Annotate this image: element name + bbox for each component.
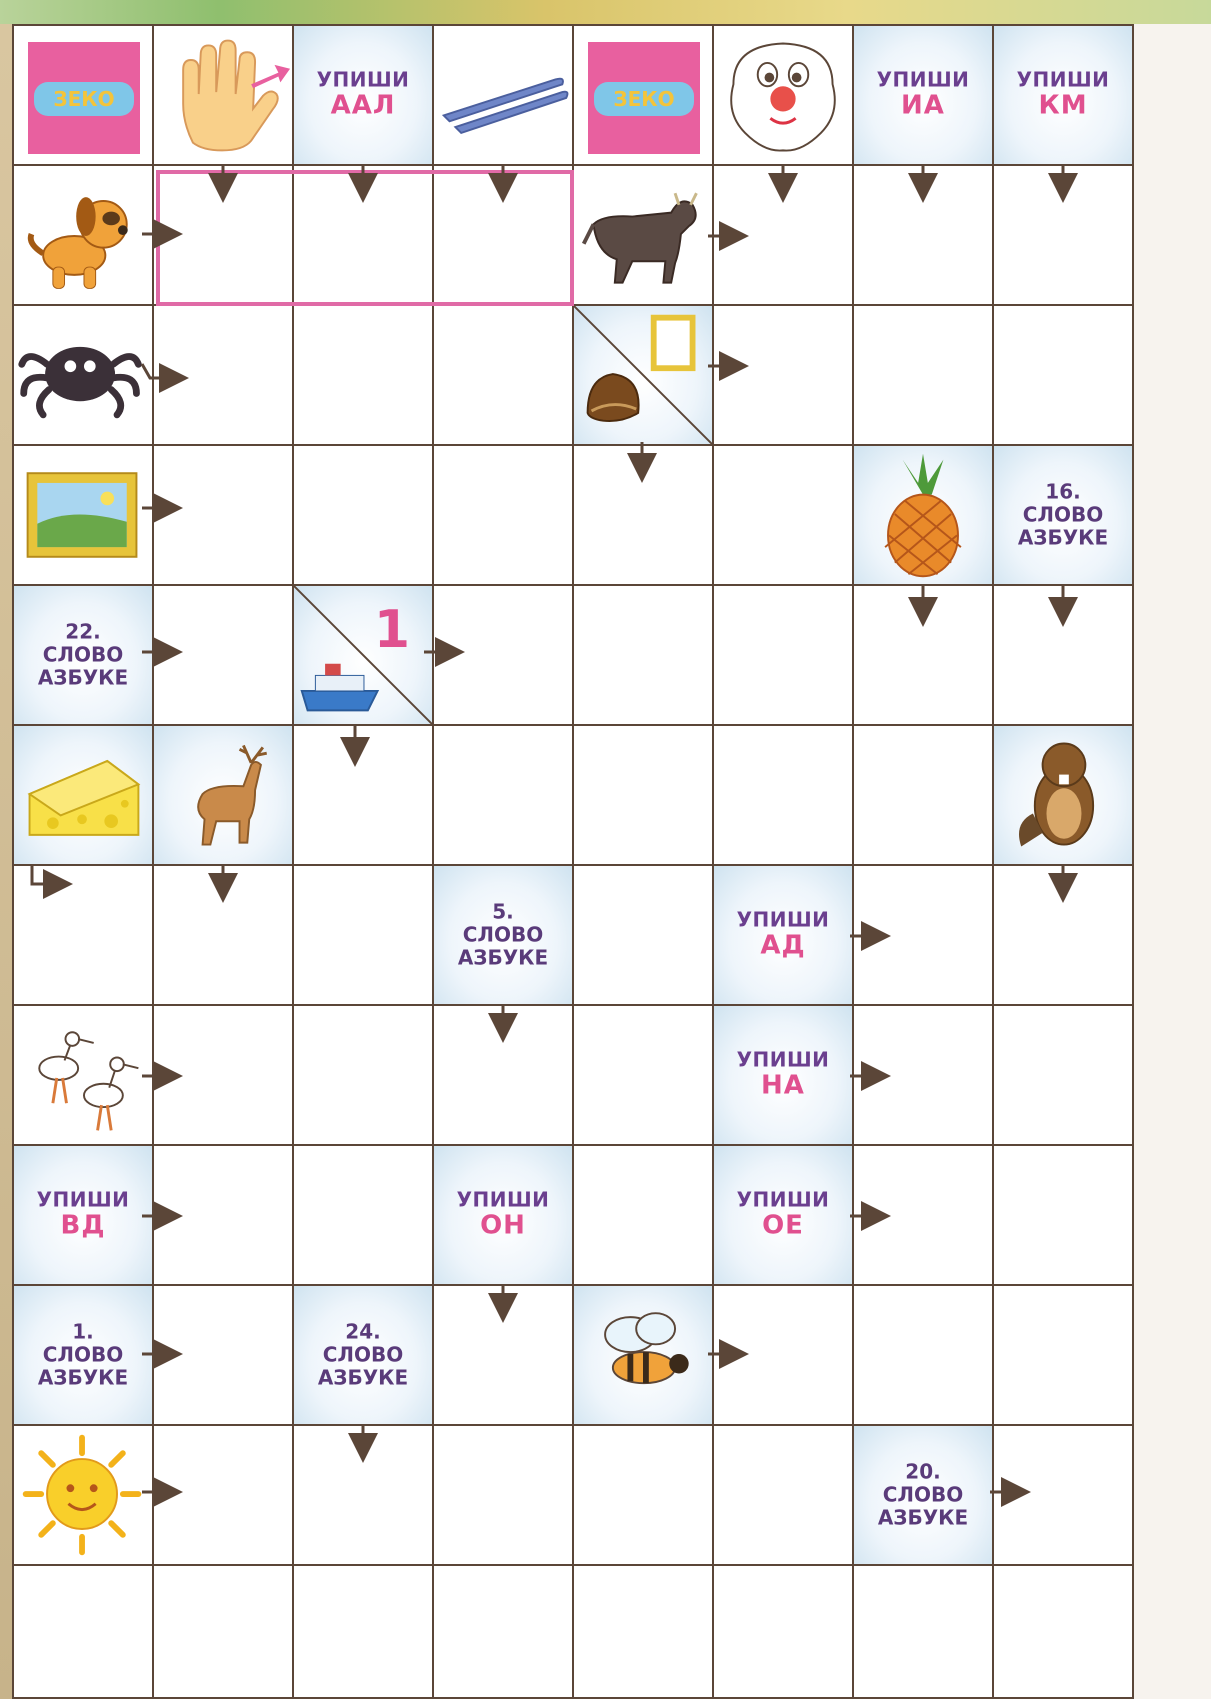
- answer-cell[interactable]: [852, 584, 994, 726]
- answer-cell[interactable]: [712, 1424, 854, 1566]
- clue-letters: АД: [760, 930, 806, 961]
- clue-word-20: [852, 1424, 994, 1566]
- clue-letters: ААЛ: [330, 90, 396, 121]
- answer-cell[interactable]: [292, 444, 434, 586]
- clue-write-on: [432, 1144, 574, 1286]
- answer-cell[interactable]: [992, 864, 1134, 1006]
- clue-label: УПИШИ: [36, 1187, 130, 1212]
- clue-write-km: [992, 24, 1134, 166]
- bee-icon: [574, 1286, 712, 1424]
- answer-cell[interactable]: [152, 864, 294, 1006]
- answer-cell[interactable]: [12, 864, 154, 1006]
- answer-cell[interactable]: [572, 584, 714, 726]
- answer-cell[interactable]: [992, 1144, 1134, 1286]
- clue-picture-ox: [572, 164, 714, 306]
- clue-letters: ОН: [480, 1210, 526, 1241]
- answer-cell[interactable]: [852, 164, 994, 306]
- answer-cell[interactable]: [852, 724, 994, 866]
- clue-picture-sun: [12, 1424, 154, 1566]
- clue-number: 16.: [1045, 479, 1081, 504]
- clue-label: СЛОВО: [1022, 502, 1104, 527]
- clue-write-aal: [292, 24, 434, 166]
- answer-cell[interactable]: [852, 1564, 994, 1699]
- clue-write-na: [712, 1004, 854, 1146]
- answer-cell[interactable]: [292, 304, 434, 446]
- answer-cell[interactable]: [152, 1564, 294, 1699]
- clue-label: АЗБУКЕ: [37, 665, 129, 690]
- answer-cell[interactable]: [852, 1004, 994, 1146]
- storks-icon: [14, 1006, 152, 1144]
- clue-picture-beaver: [992, 724, 1134, 866]
- answer-cell[interactable]: [432, 1284, 574, 1426]
- start-number: 1: [373, 600, 410, 660]
- answer-cell[interactable]: [572, 1564, 714, 1699]
- dog-icon: [14, 166, 152, 304]
- clue-picture-skis: [432, 24, 574, 166]
- clue-word-22: [12, 584, 154, 726]
- clue-label: АЗБУКЕ: [37, 1365, 129, 1390]
- answer-cell[interactable]: [152, 1004, 294, 1146]
- logo-cell-2: [572, 24, 714, 166]
- clue-label: УПИШИ: [736, 1047, 830, 1072]
- answer-cell[interactable]: [712, 584, 854, 726]
- clue-label: УПИШИ: [876, 67, 970, 92]
- crossword-grid: [12, 24, 1211, 1699]
- clue-picture-painting: [12, 444, 154, 586]
- frame-icon: [654, 318, 693, 369]
- clue-write-oe: [712, 1144, 854, 1286]
- answer-cell[interactable]: [572, 724, 714, 866]
- chestnut-icon: [588, 374, 639, 421]
- answer-cell[interactable]: [852, 864, 994, 1006]
- clue-picture-hand: [152, 24, 294, 166]
- answer-cell[interactable]: [292, 1564, 434, 1699]
- zeko-logo: [28, 42, 140, 154]
- logo-text: ЗЕКО: [594, 82, 694, 116]
- clue-letters: КМ: [1038, 90, 1088, 121]
- answer-cell[interactable]: [992, 164, 1134, 306]
- clue-letters: ВД: [60, 1210, 106, 1241]
- sun-icon: [14, 1426, 152, 1564]
- answer-cell[interactable]: [992, 584, 1134, 726]
- clue-split-ship-1: [292, 584, 434, 726]
- answer-cell[interactable]: [712, 724, 854, 866]
- answer-cell[interactable]: [852, 1144, 994, 1286]
- clue-label: УПИШИ: [736, 1187, 830, 1212]
- skis-icon: [434, 26, 572, 164]
- clue-picture-cheese: [12, 724, 154, 866]
- answer-cell[interactable]: [712, 444, 854, 586]
- clue-word-16: [992, 444, 1134, 586]
- clue-label: АЗБУКЕ: [1017, 525, 1109, 550]
- answer-cell[interactable]: [992, 1564, 1134, 1699]
- answer-cell[interactable]: [572, 1144, 714, 1286]
- answer-cell[interactable]: [152, 164, 294, 306]
- answer-cell[interactable]: [292, 724, 434, 866]
- answer-cell[interactable]: [572, 1004, 714, 1146]
- clue-picture-dog: [12, 164, 154, 306]
- split-clue: [294, 586, 432, 724]
- clue-picture-pineapple: [852, 444, 994, 586]
- clue-picture-bee: [572, 1284, 714, 1426]
- clue-picture-deer: [152, 724, 294, 866]
- spider-icon: [14, 306, 152, 444]
- clue-letters: ИА: [901, 90, 945, 121]
- clue-word-5: [432, 864, 574, 1006]
- clue-label: УПИШИ: [316, 67, 410, 92]
- answer-cell[interactable]: [572, 444, 714, 586]
- answer-cell[interactable]: [12, 1564, 154, 1699]
- answer-cell[interactable]: [152, 444, 294, 586]
- answer-cell[interactable]: [292, 164, 434, 306]
- answer-cell[interactable]: [152, 584, 294, 726]
- clue-picture-storks: [12, 1004, 154, 1146]
- clue-number: 20.: [905, 1459, 941, 1484]
- split-clue: [574, 306, 712, 444]
- clue-number: 1.: [72, 1319, 94, 1344]
- clue-label: АЗБУКЕ: [457, 945, 549, 970]
- clue-write-ia: [852, 24, 994, 166]
- clue-word-24: [292, 1284, 434, 1426]
- ship-icon: [302, 691, 378, 710]
- answer-cell[interactable]: [432, 584, 574, 726]
- answer-cell[interactable]: [292, 1004, 434, 1146]
- answer-cell[interactable]: [992, 304, 1134, 446]
- clue-label: УПИШИ: [736, 907, 830, 932]
- clue-letters: ОЕ: [762, 1210, 804, 1241]
- gnome-face-icon: [714, 26, 852, 164]
- answer-cell[interactable]: [572, 864, 714, 1006]
- hand-icon: [154, 26, 292, 164]
- clue-label: АЗБУКЕ: [317, 1365, 409, 1390]
- answer-cell[interactable]: [292, 1144, 434, 1286]
- answer-cell[interactable]: [852, 1284, 994, 1426]
- answer-cell[interactable]: [152, 1424, 294, 1566]
- answer-cell[interactable]: [432, 444, 574, 586]
- answer-cell[interactable]: [152, 1284, 294, 1426]
- pineapple-icon: [854, 446, 992, 584]
- clue-label: АЗБУКЕ: [877, 1505, 969, 1530]
- deer-icon: [154, 726, 292, 864]
- answer-cell[interactable]: [432, 1564, 574, 1699]
- logo-cell: [12, 24, 154, 166]
- clue-number: 5.: [492, 899, 514, 924]
- answer-cell[interactable]: [432, 724, 574, 866]
- clue-number: 24.: [345, 1319, 381, 1344]
- clue-label: УПИШИ: [1016, 67, 1110, 92]
- answer-cell[interactable]: [432, 164, 574, 306]
- answer-cell[interactable]: [992, 1424, 1134, 1566]
- clue-label: СЛОВО: [882, 1482, 964, 1507]
- clue-number: 22.: [65, 619, 101, 644]
- answer-cell[interactable]: [712, 1564, 854, 1699]
- answer-cell[interactable]: [152, 1144, 294, 1286]
- answer-cell[interactable]: [712, 304, 854, 446]
- answer-cell[interactable]: [292, 1424, 434, 1566]
- cheese-icon: [14, 726, 152, 864]
- clue-split-chestnut-frame: [572, 304, 714, 446]
- answer-cell[interactable]: [572, 1424, 714, 1566]
- answer-cell[interactable]: [852, 304, 994, 446]
- answer-cell[interactable]: [292, 864, 434, 1006]
- answer-cell[interactable]: [432, 304, 574, 446]
- top-decor-strip: [0, 0, 1211, 24]
- clue-picture-gnome: [712, 24, 854, 166]
- clue-word-1: [12, 1284, 154, 1426]
- zeko-logo: [588, 42, 700, 154]
- answer-cell[interactable]: [712, 1284, 854, 1426]
- clue-write-ad: [712, 864, 854, 1006]
- painting-icon: [14, 446, 152, 584]
- clue-label: УПИШИ: [456, 1187, 550, 1212]
- beaver-icon: [994, 726, 1132, 864]
- left-decor-strip: [0, 24, 12, 1699]
- clue-label: СЛОВО: [42, 642, 124, 667]
- clue-letters: НА: [761, 1070, 805, 1101]
- clue-write-vd: [12, 1144, 154, 1286]
- answer-cell[interactable]: [432, 1424, 574, 1566]
- answer-cell[interactable]: [992, 1284, 1134, 1426]
- logo-text: ЗЕКО: [34, 82, 134, 116]
- answer-cell[interactable]: [432, 1004, 574, 1146]
- ox-icon: [574, 166, 712, 304]
- answer-cell[interactable]: [152, 304, 294, 446]
- answer-cell[interactable]: [992, 1004, 1134, 1146]
- clue-label: СЛОВО: [42, 1342, 124, 1367]
- clue-label: СЛОВО: [462, 922, 544, 947]
- clue-label: СЛОВО: [322, 1342, 404, 1367]
- clue-picture-spider: [12, 304, 154, 446]
- answer-cell[interactable]: [712, 164, 854, 306]
